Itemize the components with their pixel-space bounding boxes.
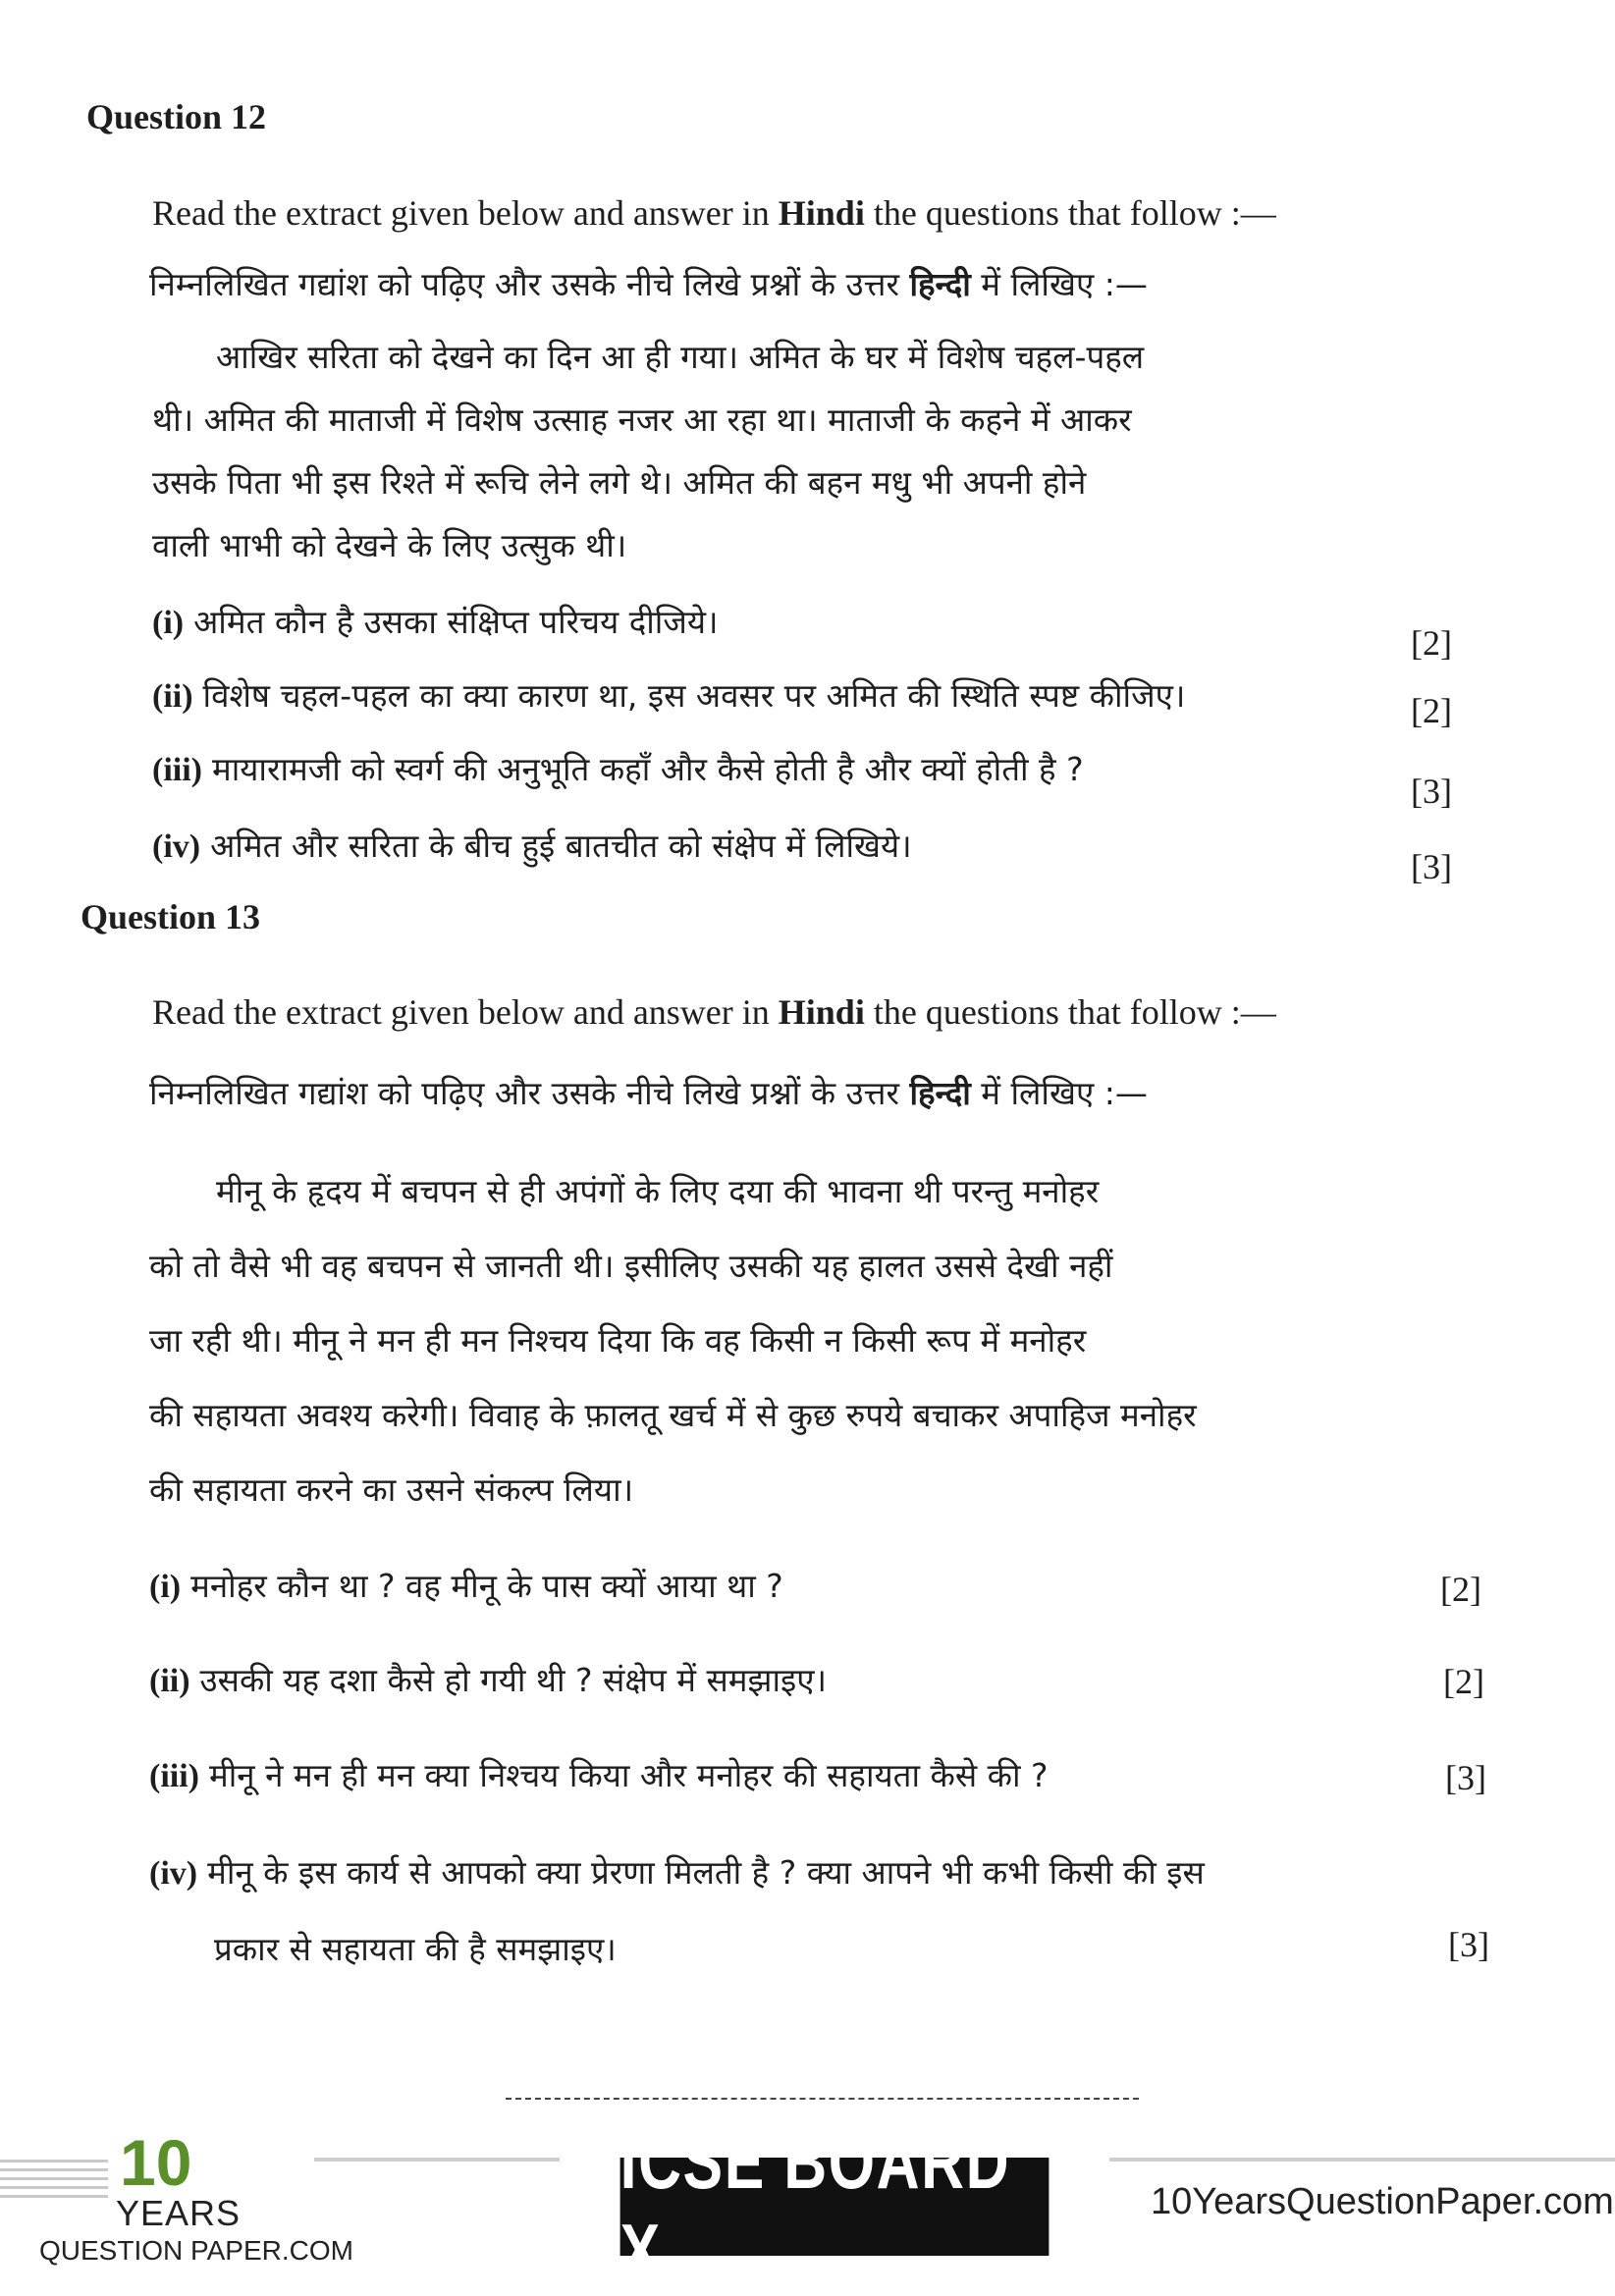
question-12-heading: Question 12 [86, 97, 267, 136]
question-text: मीनू के इस कार्य से आपको क्या प्रेरणा मिलती है ? क्या आपने भी कभी किसी की इस [207, 1853, 1205, 1892]
q12-instruction-en-bold: Hindi [778, 193, 865, 233]
q13-passage [149, 1168, 1376, 1509]
q12-question-3 [152, 746, 1084, 790]
marks: [2] [1440, 1570, 1481, 1609]
logo-stripes [0, 2160, 108, 2204]
question-text: विशेष चहल-पहल का क्या कारण था, इस अवसर पर अमित की स्थिति स्पष्ट कीजिए। [202, 676, 1186, 715]
question-number: (ii) [149, 1663, 190, 1699]
marks: [3] [1411, 772, 1452, 811]
question-number: (iii) [149, 1758, 199, 1794]
question-text: अमित और सरिता के बीच हुई बातचीत को संक्षेप में लिखिये। [210, 827, 912, 865]
logo-years-text: YEARS [116, 2193, 242, 2233]
question-text: मीनू ने मन ही मन क्या निश्चय किया और मनोहर की सहायता कैसे की ? [208, 1756, 1049, 1794]
marks: [3] [1448, 1925, 1489, 1964]
q12-instruction-en-tail: the questions that follow :— [864, 193, 1276, 233]
question-number: (i) [152, 605, 185, 641]
question-number: (iv) [149, 1855, 198, 1892]
board-title-banner [619, 2118, 1050, 2294]
logo-number: 10 [120, 2126, 192, 2199]
passage-line: को तो वैसे भी वह बचपन से जानती थी। इसीलिए उसकी यह हालत उससे देखी नहीं [149, 1247, 1113, 1285]
marks: [3] [1411, 847, 1452, 886]
passage-line: जा रही थी। मीनू ने मन ही मन निश्चय दिया कि वह किसी न किसी रूप में मनोहर [149, 1321, 1087, 1360]
question-13-heading: Question 13 [81, 897, 261, 936]
passage-line: की सहायता अवश्य करेगी। विवाह के फ़ालतू खर्च में से कुछ रुपये बचाकर अपाहिज मनोहर [149, 1396, 1197, 1434]
q12-instruction-english [152, 192, 1276, 234]
q12-instruction-hindi [149, 261, 1148, 305]
question-number: (ii) [152, 678, 193, 715]
q12-question-1 [152, 599, 718, 643]
q12-passage [152, 334, 1330, 589]
q13-instruction-hi-text: निम्नलिखित गद्यांश को पढ़िए और उसके नीचे लिखे प्रश्नों के उत्तर [149, 1074, 910, 1112]
passage-line: वाली भाभी को देखने के लिए उत्सुक थी। [152, 526, 627, 564]
q13-instruction-en-tail: the questions that follow :— [864, 992, 1276, 1032]
question-text: उसकी यह दशा कैसे हो गयी थी ? संक्षेप में समझाइए। [199, 1661, 827, 1699]
passage-line: की सहायता करने का उसने संकल्प लिया। [149, 1470, 634, 1509]
q13-instruction-hi-tail: में लिखिए :— [970, 1074, 1148, 1112]
q12-instruction-hi-tail: में लिखिए :— [970, 265, 1148, 303]
q13-instruction-en-text: Read the extract given below and answer in [152, 992, 779, 1032]
marks: [3] [1445, 1758, 1486, 1797]
q13-instruction-hi-bold: हिन्दी [909, 1074, 971, 1112]
section-divider [506, 2098, 1139, 2100]
marks: [2] [1411, 623, 1452, 663]
passage-line: आखिर सरिता को देखने का दिन आ ही गया। अमित के घर में विशेष चहल-पहल [216, 338, 1145, 376]
passage-line: मीनू के हृदय में बचपन से ही अपंगों के लिए दया की भावना थी परन्तु मनोहर [216, 1172, 1100, 1210]
q13-question-2 [149, 1657, 827, 1701]
q13-question-4-continuation: प्रकार से सहायता की है समझाइए। [214, 1930, 617, 1968]
marks: [2] [1411, 691, 1452, 730]
question-number: (i) [149, 1569, 182, 1605]
q13-question-3 [149, 1752, 1049, 1796]
passage-line: थी। अमित की माताजी में विशेष उत्साह नजर आ रहा था। माताजी के कहने में आकर [152, 400, 1132, 439]
q12-instruction-en-text: Read the extract given below and answer in [152, 193, 779, 233]
question-number: (iii) [152, 752, 202, 788]
q12-instruction-hi-text: निम्नलिखित गद्यांश को पढ़िए और उसके नीचे लिखे प्रश्नों के उत्तर [149, 265, 910, 303]
q13-instruction-english [152, 991, 1276, 1033]
question-number: (iv) [152, 828, 201, 865]
marks: [2] [1443, 1662, 1484, 1701]
footer-line-left [314, 2158, 560, 2162]
q12-instruction-hi-bold: हिन्दी [909, 265, 971, 303]
board-title: ICSE BOARD X [619, 2118, 1011, 2294]
q13-instruction-hindi [149, 1070, 1148, 1114]
question-text: मायारामजी को स्वर्ग की अनुभूति कहाँ और कैसे होती है और क्यों होती है ? [211, 750, 1084, 788]
q13-question-1 [149, 1563, 783, 1607]
logo-site-text: QUESTION PAPER.COM [39, 2235, 353, 2266]
site-url: 10YearsQuestionPaper.com [1151, 2181, 1614, 2222]
q12-question-2 [152, 672, 1185, 717]
q12-question-4 [152, 823, 912, 867]
footer-line-right [1109, 2158, 1615, 2162]
page-footer [0, 2118, 1615, 2294]
passage-line: उसके पिता भी इस रिश्ते में रूचि लेने लगे थे। अमित की बहन मधु भी अपनी होने [152, 463, 1087, 502]
question-text: अमित कौन है उसका संक्षिप्त परिचय दीजिये। [193, 603, 719, 641]
q13-instruction-en-bold: Hindi [778, 992, 865, 1032]
question-text: मनोहर कौन था ? वह मीनू के पास क्यों आया था ? [190, 1567, 783, 1605]
q13-question-4 [149, 1849, 1205, 1894]
